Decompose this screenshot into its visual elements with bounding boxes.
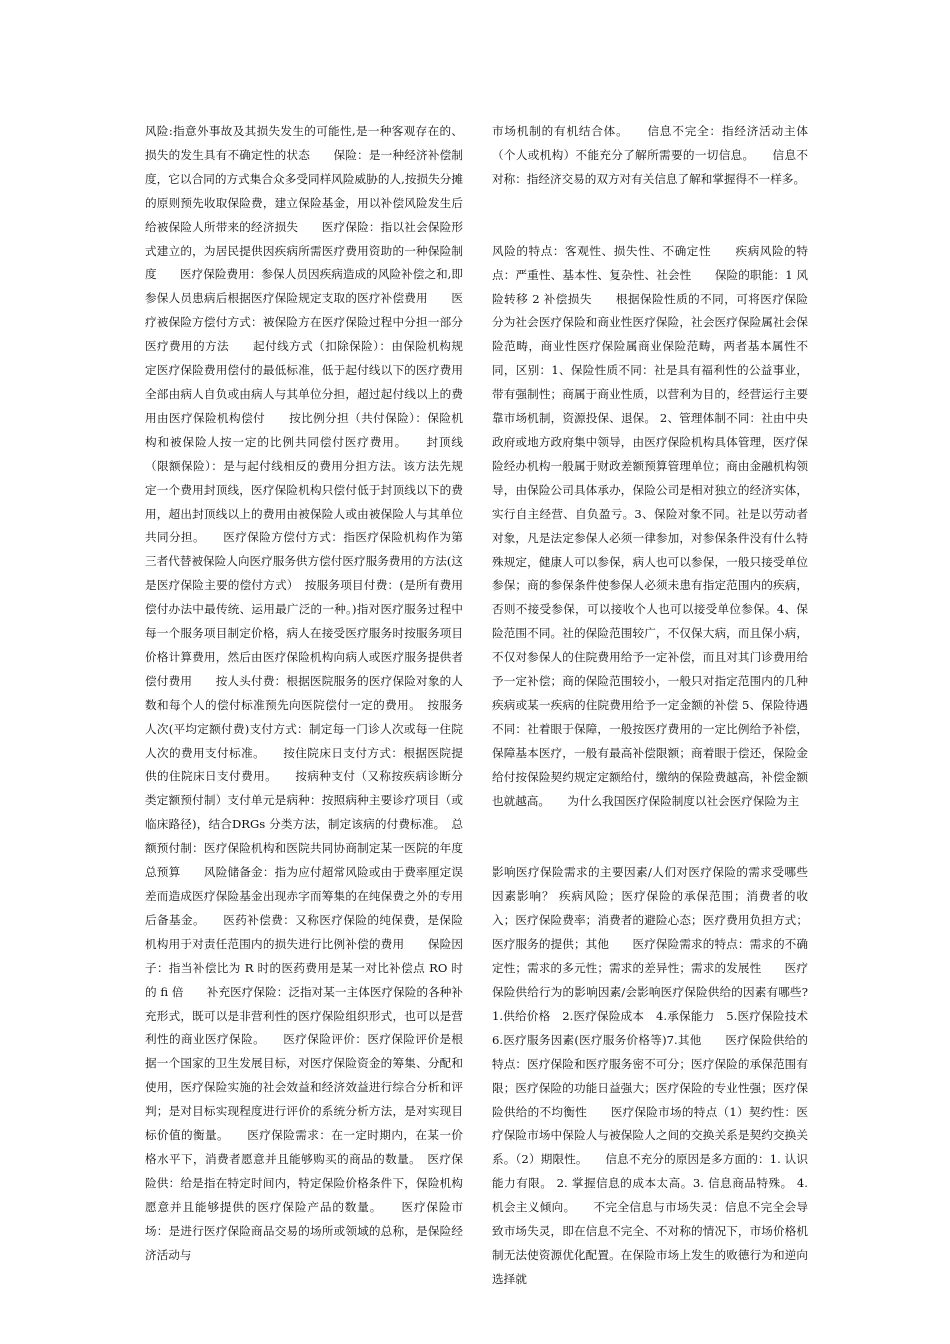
- right-paragraph-2: 风险的特点：客观性、损失性、不确定性 疾病风险的特点：严重性、基本性、复杂性、社会性 保险的职能：1 风险转移 2 补偿损失 根据保险性质的不同，可将医疗保险分为社会医疗保险和商业性医疗保险，社会医疗保险属社会保险范畴，商业性医疗保险属商业保险范畴，两者基本属性不同，区别：1、保险性质不同：社是具有福利性的公益事业，带有强制性；商属于商业性质，以营利为目的，经营运行主要靠市场机制，资源投保、退保。 2、管理体制不同：社由中央政府或地方政府集中领导，由医疗保险机构具体管理，医疗保险经办机构一般属于财政差额预算管理单位；商由金融机构领导，由保险公司具体承办，保险公司是相对独立的经济实体，实行自主经营、自负盈亏。3、保险对象不同。社是以劳动者对象，凡是法定参保人必须一律参加，对参保条件没有什么特殊规定，健康人可以参保，病人也可以参保，一般只接受单位参保；商的参保条件使参保人必须未患有指定范围内的疾病，否则不接受参保，可以接收个人也可以接受单位参保。4、保险范围不同。社的保险范围较广，不仅保大病，而且保小病，不仅对参保人的住院费用给予一定补偿，而且对其门诊费用给予一定补偿；商的保险范围较小，一般只对指定范围内的几种疾病或某一疾病的住院费用给予一定金额的补偿 5、保险待遇不同：社着眼于保障，一般按医疗费用的一定比例给予补偿，保障基本医疗，一般有最高补偿限额；商着眼于偿还，保险金给付按保险契约规定定额给付，缴纳的保险费越高，补偿金额也就越高。 为什么我国医疗保险制度以社会医疗保险为主: [492, 243, 808, 808]
- left-paragraph: 风险:指意外事故及其损失发生的可能性,是一种客观存在的、损失的发生具有不确定性的状态 保险：是一种经济补偿制度，它以合同的方式集合众多受同样风险威胁的人,按损失分摊的原则预先收取保险费，建立保险基金，用以补偿风险发生后给被保险人所带来的经济损失 医疗保险：指以社会保险形式建立的，为居民提供因疾病所需医疗费用资助的一种保险制度 医疗保险费用：参保人员因疾病造成的风险补偿之和,即参保人员患病后根据医疗保险规定支取的医疗补偿费用 医疗被保险方偿付方式：被保险方在医疗保险过程中分担一部分医疗费用的方法 起付线方式（扣除保险）：由保险机构规定医疗保险费用偿付的最低标准，低于起付线以下的医疗费用全部由病人自负或由病人与其单位分担，超过起付线以上的费用由医疗保险机构偿付 按比例分担（共付保险）：保险机构和被保险人按一定的比例共同偿付医疗费用。 封顶线（限额保险）：是与起付线相反的费用分担方法。该方法先规定一个费用封顶线，医疗保险机构只偿付低于封顶线以下的费用，超出封顶线以上的费用由被保险人或由被保险人与其单位共同分担。 医疗保险方偿付方式：指医疗保险机构作为第三者代替被保险人向医疗服务供方偿付医疗服务费用的方法(这是医疗保险主要的偿付方式） 按服务项目付费：(是所有费用偿付办法中最传统、运用最广泛的一种。)指对医疗服务过程中每一个服务项目制定价格，病人在接受医疗服务时按服务项目价格计算费用，然后由医疗保险机构向病人或医疗服务提供者偿付费用 按人头付费：根据医院服务的医疗保险对象的人数和每个人的偿付标准预先向医院偿付一定的费用。 按服务人次(平均定额付费)支付方式：制定每一门诊人次或每一住院人次的费用支付标准。 按住院床日支付方式：根据医院提供的住院床日支付费用。 按病种支付（又称按疾病诊断分类定额预付制）支付单元是病种：按照病种主要诊疗项目（或临床路径)，结合DRGs 分类方法，制定该病的付费标准。 总额预付制：医疗保险机构和医院共同协商制定某一医院的年度总预算 风险储备金：指为应付超常风险或由于费率厘定误差而造成医疗保险基金出现赤字而筹集的在纯保费之外的专用后备基金。 医药补偿费：又称医疗保险的纯保费，是保险机构用于对责任范围内的损失进行比例补偿的费用 保险因子：指当补偿比为 R 时的医药费用是某一对比补偿点 RO 时的 fi 倍 补充医疗保险：泛指对某一主体医疗保险的各种补充形式，既可以是非营利性的医疗保险组织形式，也可以是营利性的商业医疗保险。 医疗保险评价：医疗保险评价是根据一个国家的卫生发展目标，对医疗保险资金的筹集、分配和使用，医疗保险实施的社会效益和经济效益进行综合分析和评判；是对目标实现程度进行评价的系统分析方法，是对实现目标价值的衡量。 医疗保险需求：在一定时期内，在某一价格水平下，消费者愿意并且能够购买的商品的数量。 医疗保险供：给是指在特定时间内，特定保险价格条件下，保险机构愿意并且能够提供的医疗保险产品的数量。 医疗保险市场：是进行医疗保险商品交易的场所或领域的总称，是保险经济活动与: [145, 124, 463, 1262]
- right-paragraph-3: 影响医疗保险需求的主要因素/人们对医疗保险的需求受哪些因素影响？ 疾病风险；医疗保险的承保范围；消费者的收入；医疗保险费率；消费者的避险心态；医疗费用负担方式；医疗服务的提供；其他 医疗保险需求的特点：需求的不确定性；需求的多元性；需求的差异性；需求的发展性 医疗保险供给行为的影响因素/会影响医疗保险供给的因素有哪些? 1.供给价格 2.医疗保险成本 4.承保能力 5.医疗保险技术 6.医疗服务因素(医疗服务价格等)7.其他 医疗保险供给的特点：医疗保险和医疗服务密不可分；医疗保险的承保范围有限；医疗保险的功能日益强大；医疗保险的专业性强；医疗保险供给的不均衡性 医疗保险市场的特点（1）契约性：医疗保险市场中保险人与被保险人之间的交换关系是契约交换关系。（2）期限性。 信息不充分的原因是多方面的：1. 认识能力有限。 2. 掌握信息的成本太高。3. 信息商品特殊。 4. 机会主义倾向。 不完全信息与市场失灵：信息不完全会导致市场失灵，即在信息不完全、不对称的情况下，市场价格机制无法使资源优化配置。在保险市场上发生的败德行为和逆向选择就: [492, 865, 808, 1286]
- paragraph-spacer: [492, 192, 808, 240]
- right-column: [492, 120, 808, 1292]
- left-column: [145, 120, 463, 1268]
- paragraph-spacer: [492, 813, 808, 861]
- right-paragraph-1: 市场机制的有机结合体。 信息不完全：指经济活动主体（个人或机构）不能充分了解所需要的一切信息。 信息不对称：指经济交易的双方对有关信息了解和掌握得不一样多。: [492, 124, 808, 186]
